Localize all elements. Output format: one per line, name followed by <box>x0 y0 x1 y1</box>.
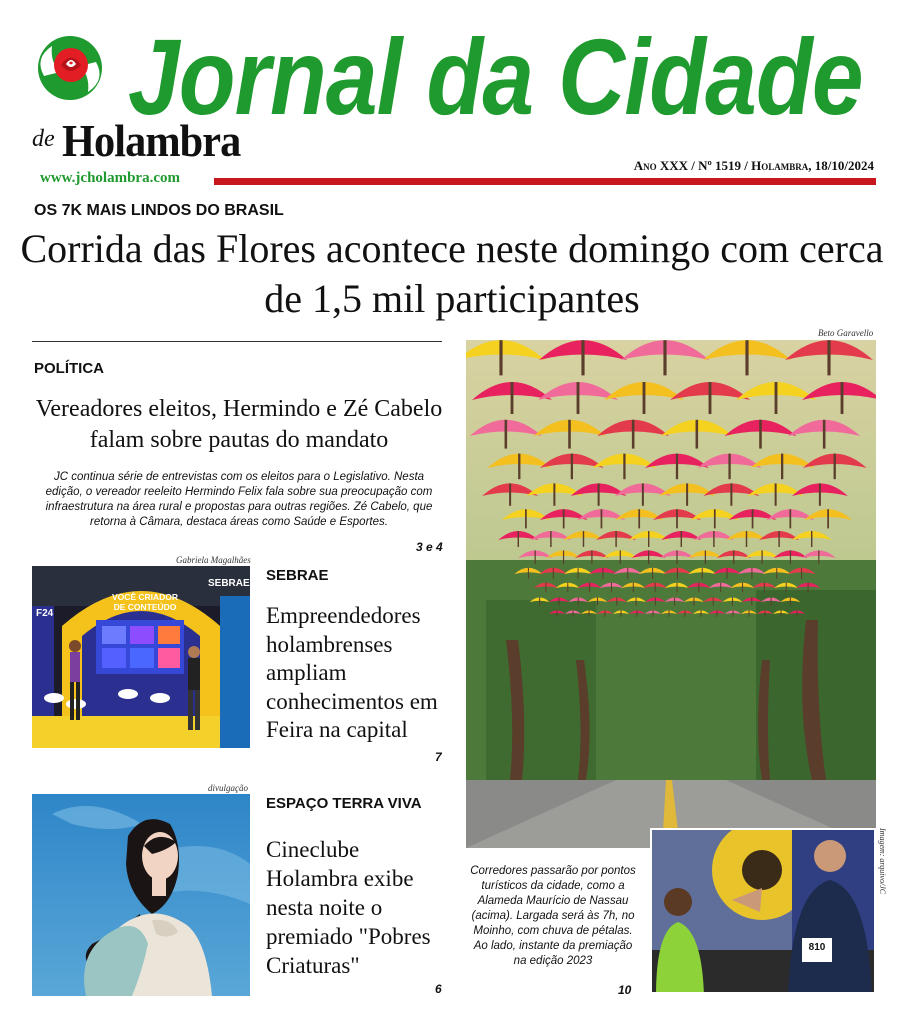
umbrella-alley-illustration <box>466 340 876 848</box>
lead-photo-caption: Corredores passarão por pontos turísticos da cidade, como a Alameda Maurício de Nassau (acima). Largada será às 7h, no Moinho, com chuva de pétalas. Ao lado, instante da premiação na edição 2023 <box>470 865 636 967</box>
section-label-terra-viva: ESPAÇO TERRA VIVA <box>266 795 422 812</box>
website-link[interactable]: www.jcholambra.com <box>40 170 180 186</box>
politica-page-ref[interactable]: 3 e 4 <box>416 540 443 554</box>
sebrae-page-ref[interactable]: 7 <box>435 750 442 764</box>
inset-photo-credit: Imagem: arquivo/JC <box>878 828 887 895</box>
sebrae-photo-credit: Gabriela Magalhães <box>176 555 251 565</box>
terra-viva-page-ref[interactable]: 6 <box>435 982 442 996</box>
terra-viva-headline[interactable]: Cineclube Holambra exibe nesta noite o premiado "Pobres Criaturas" <box>266 837 431 978</box>
lead-kicker: OS 7K MAIS LINDOS DO BRASIL <box>34 202 284 219</box>
section-label-politica: POLÍTICA <box>34 360 104 377</box>
masthead-title: Jornal da Cidade <box>128 16 863 137</box>
sebrae-photo[interactable] <box>32 566 250 748</box>
politica-headline[interactable]: Vereadores eleitos, Hermindo e Zé Cabelo falam sobre pautas do mandato <box>35 396 443 453</box>
lead-page-ref[interactable]: 10 <box>618 983 632 997</box>
masthead-red-rule <box>214 178 876 185</box>
booth-sign-line-1: VOCÊ CRIADOR <box>111 592 179 602</box>
politica-body: JC continua série de entrevistas com os eleitos para o Legislativo. Nesta edição, o vereador reeleito Hermindo Felix fala sobre sua preocupação com infraestrutura na área rural e propostas para outras regiões. Zé Cabelo, que retorna à Câmara, destaca áreas como Saúde e Esportes. <box>45 471 433 528</box>
section-label-sebrae: SEBRAE <box>266 567 329 584</box>
award-ceremony-photo[interactable] <box>650 828 876 994</box>
award-ceremony-illustration <box>652 830 876 994</box>
lead-headline: Corrida das Flores acontece neste domingo com cerca de 1,5 mil participantes <box>20 226 884 321</box>
lead-photo-credit: Beto Garavello <box>818 328 874 338</box>
terra-viva-photo-credit: divulgação <box>208 783 248 793</box>
umbrella-street-photo[interactable] <box>466 340 876 848</box>
sebrae-headline[interactable]: Empreendedores holambrenses ampliam conhecimentos em Feira na capital <box>266 603 438 742</box>
masthead-de: de <box>32 126 55 152</box>
booth-sign-line-2: DE CONTEÚDO <box>113 602 177 612</box>
cineclube-photo[interactable] <box>32 794 250 996</box>
race-bib-number: 810 <box>808 942 826 953</box>
booth-brand-sign: SEBRAE <box>208 578 250 589</box>
booth-tag: F24 <box>36 608 54 619</box>
actress-illustration <box>32 794 250 996</box>
column-divider <box>32 341 442 342</box>
rose-logo <box>30 32 110 104</box>
masthead-city: Holambra <box>62 115 241 166</box>
edition-line: Ano XXX / Nº 1519 / Holambra, 18/10/2024 <box>633 158 874 173</box>
